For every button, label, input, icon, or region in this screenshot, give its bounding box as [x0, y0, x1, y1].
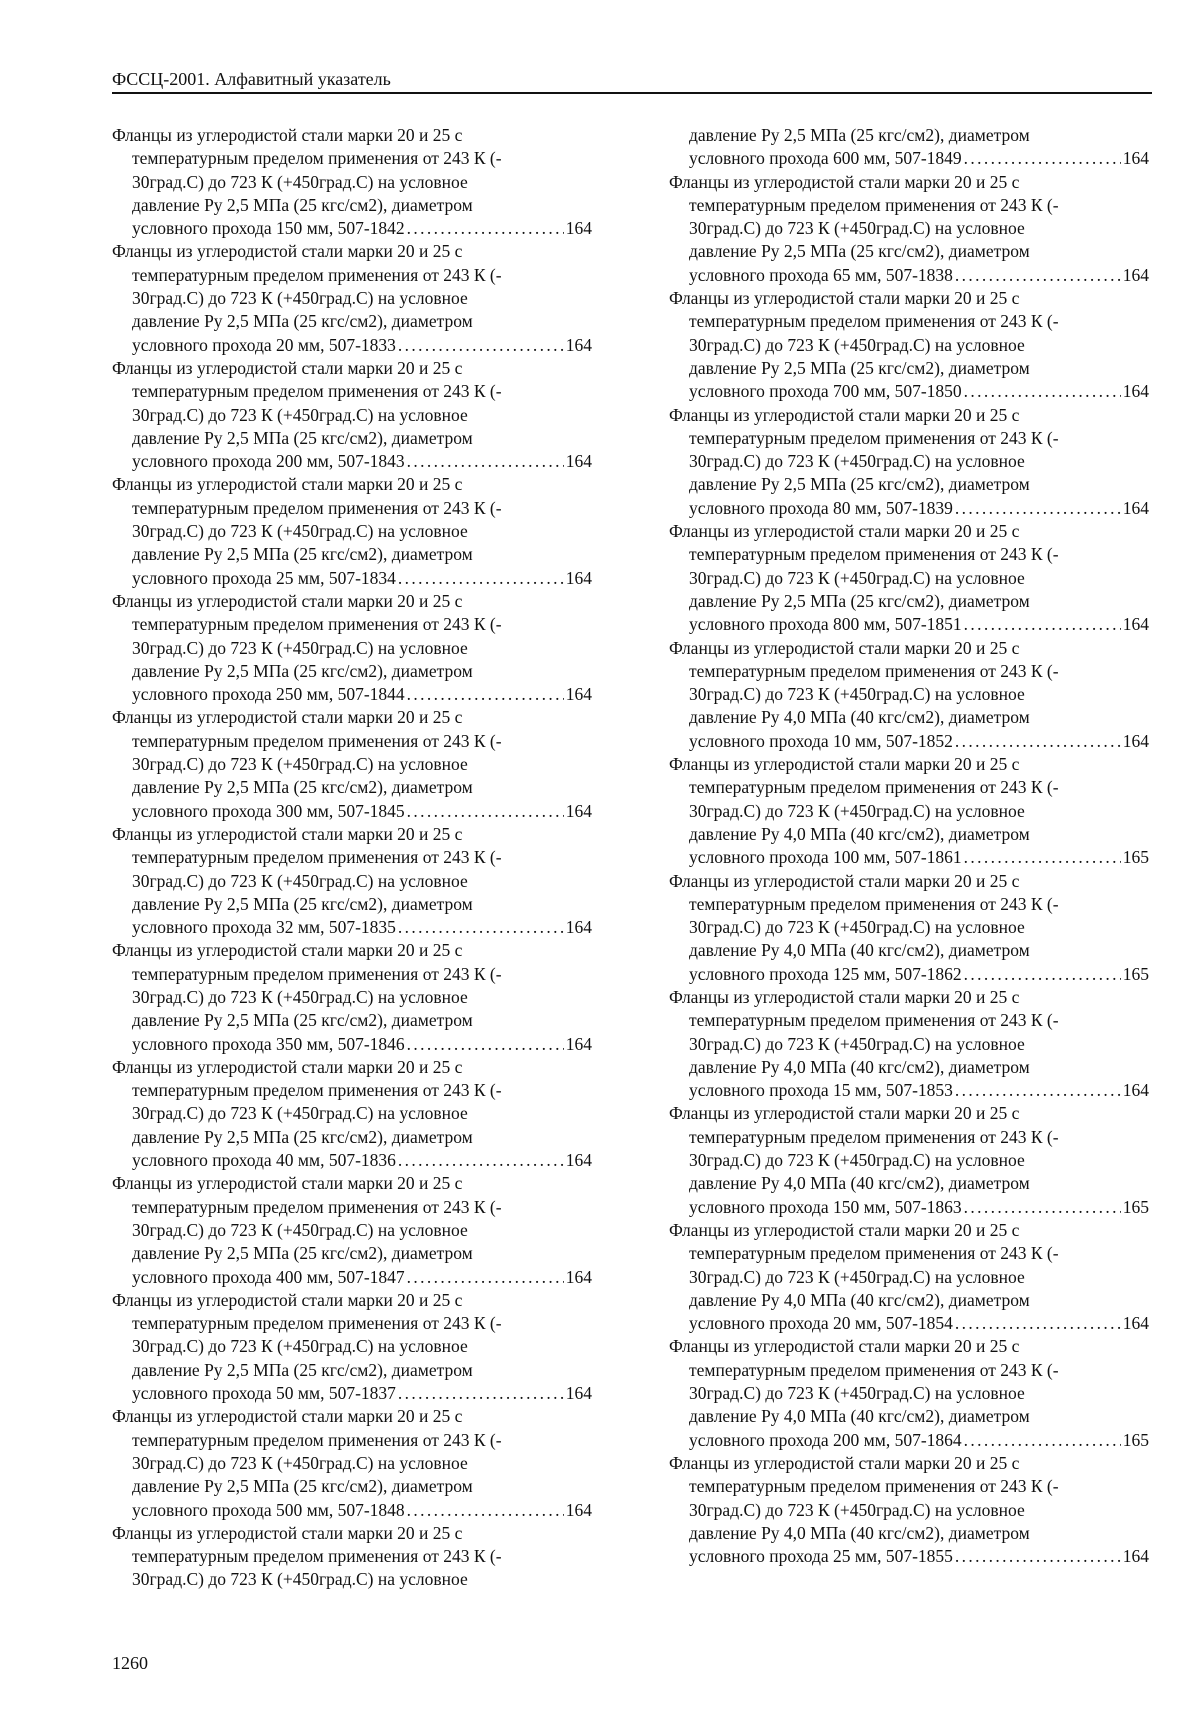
- entry-text-line: 30град.С) до 723 К (+450град.С) на условное: [132, 1103, 468, 1124]
- entry-last-line: [669, 613, 1149, 636]
- entry-text-line: температурным пределом применения от 243 К (-: [132, 614, 502, 635]
- entry-code: условного прохода 80 мм, 507-1839: [689, 497, 953, 518]
- entry-text-line: давление Ру 4,0 МПа (40 кгс/см2), диаметром: [689, 707, 1030, 728]
- entry-text-line: давление Ру 4,0 МПа (40 кгс/см2), диаметром: [689, 1056, 1030, 1077]
- entry-heading-line: Фланцы из углеродистой стали марки 20 и 25 с: [112, 1056, 463, 1077]
- index-entry: [112, 124, 592, 240]
- entry-text-line: температурным пределом применения от 243 К (-: [132, 1429, 502, 1450]
- entry-last-line: [669, 730, 1149, 753]
- entry-page-ref: 164: [1122, 148, 1149, 169]
- entry-last-line: [669, 1429, 1149, 1452]
- entry-last-line: [669, 963, 1149, 986]
- entry-text-line: температурным пределом применения от 243 К (-: [689, 1010, 1059, 1031]
- entry-text-line: 30град.С) до 723 К (+450град.С) на условное: [689, 800, 1025, 821]
- index-entry: [112, 1056, 592, 1172]
- header-title: ФССЦ-2001. Алфавитный указатель: [112, 69, 391, 89]
- index-entry: [669, 1335, 1149, 1451]
- dot-leader: [398, 1149, 564, 1172]
- entry-text-line: температурным пределом применения от 243 К (-: [132, 847, 502, 868]
- entry-heading-line: Фланцы из углеродистой стали марки 20 и 25 с: [112, 823, 463, 844]
- entry-text-line: давление Ру 2,5 МПа (25 кгс/см2), диаметром: [132, 1359, 473, 1380]
- entry-code: условного прохода 20 мм, 507-1854: [689, 1313, 953, 1334]
- entry-heading-line: Фланцы из углеродистой стали марки 20 и 25 с: [669, 1219, 1020, 1240]
- entry-code: условного прохода 20 мм, 507-1833: [132, 334, 396, 355]
- entry-code: условного прохода 350 мм, 507-1846: [132, 1033, 405, 1054]
- entry-page-ref: 164: [1122, 264, 1149, 285]
- entry-page-ref: 164: [565, 800, 592, 821]
- entry-code: условного прохода 200 мм, 507-1843: [132, 451, 405, 472]
- entry-text-line: давление Ру 2,5 МПа (25 кгс/см2), диаметром: [132, 1126, 473, 1147]
- dot-leader: [964, 147, 1121, 170]
- entry-page-ref: 164: [565, 1499, 592, 1520]
- entry-last-line: [112, 1382, 592, 1405]
- entry-text-line: 30град.С) до 723 К (+450град.С) на условное: [689, 1383, 1025, 1404]
- entry-page-ref: 165: [1122, 1196, 1149, 1217]
- entry-text-line: давление Ру 2,5 МПа (25 кгс/см2), диаметром: [132, 1476, 473, 1497]
- entry-code: условного прохода 500 мм, 507-1848: [132, 1499, 405, 1520]
- entry-text-line: температурным пределом применения от 243 К (-: [689, 1243, 1059, 1264]
- index-entry: [669, 287, 1149, 403]
- entry-text-line: температурным пределом применения от 243 К (-: [132, 1313, 502, 1334]
- entry-page-ref: 164: [565, 218, 592, 239]
- entry-code: условного прохода 250 мм, 507-1844: [132, 684, 405, 705]
- entry-last-line: [112, 1149, 592, 1172]
- entry-text-line: температурным пределом применения от 243 К (-: [689, 194, 1059, 215]
- index-entry: [112, 590, 592, 706]
- entry-page-ref: 164: [1122, 730, 1149, 751]
- entry-text-line: 30град.С) до 723 К (+450град.С) на условное: [689, 917, 1025, 938]
- entry-text-line: давление Ру 2,5 МПа (25 кгс/см2), диаметром: [689, 357, 1030, 378]
- dot-leader: [964, 846, 1121, 869]
- entry-text-line: давление Ру 2,5 МПа (25 кгс/см2), диаметром: [689, 474, 1030, 495]
- entry-last-line: [112, 450, 592, 473]
- index-column-right: [669, 124, 1149, 1568]
- dot-leader: [407, 1033, 564, 1056]
- entry-text-line: температурным пределом применения от 243 К (-: [689, 1359, 1059, 1380]
- entry-text-line: давление Ру 2,5 МПа (25 кгс/см2), диаметром: [689, 241, 1030, 262]
- entry-last-line: [112, 800, 592, 823]
- dot-leader: [398, 334, 564, 357]
- entry-text-line: температурным пределом применения от 243 К (-: [132, 381, 502, 402]
- entry-code: условного прохода 700 мм, 507-1850: [689, 381, 962, 402]
- entry-page-ref: 164: [565, 451, 592, 472]
- entry-text-line: 30град.С) до 723 К (+450град.С) на условное: [132, 986, 468, 1007]
- index-entry: [669, 520, 1149, 636]
- entry-text-line: температурным пределом применения от 243 К (-: [132, 497, 502, 518]
- entry-text-line: 30град.С) до 723 К (+450град.С) на условное: [132, 637, 468, 658]
- entry-code: условного прохода 125 мм, 507-1862: [689, 963, 962, 984]
- entry-text-line: давление Ру 2,5 МПа (25 кгс/см2), диаметром: [689, 590, 1030, 611]
- entry-text-line: температурным пределом применения от 243 К (-: [689, 1126, 1059, 1147]
- entry-text-line: давление Ру 2,5 МПа (25 кгс/см2), диаметром: [132, 660, 473, 681]
- entry-code: условного прохода 40 мм, 507-1836: [132, 1150, 396, 1171]
- entry-heading-line: Фланцы из углеродистой стали марки 20 и 25 с: [112, 1289, 463, 1310]
- entry-text-line: давление Ру 2,5 МПа (25 кгс/см2), диаметром: [132, 544, 473, 565]
- dot-leader: [955, 1545, 1121, 1568]
- index-entry: [669, 1102, 1149, 1218]
- entry-last-line: [669, 1312, 1149, 1335]
- entry-heading-line: Фланцы из углеродистой стали марки 20 и 25 с: [669, 404, 1020, 425]
- index-entry: [112, 1522, 592, 1592]
- entry-heading-line: Фланцы из углеродистой стали марки 20 и 25 с: [112, 357, 463, 378]
- entry-page-ref: 165: [1122, 963, 1149, 984]
- entry-code: условного прохода 50 мм, 507-1837: [132, 1383, 396, 1404]
- entry-last-line: [112, 683, 592, 706]
- entry-text-line: 30град.С) до 723 К (+450град.С) на условное: [132, 754, 468, 775]
- entry-text-line: давление Ру 2,5 МПа (25 кгс/см2), диаметром: [132, 777, 473, 798]
- entry-last-line: [112, 567, 592, 590]
- entry-code: условного прохода 600 мм, 507-1849: [689, 148, 962, 169]
- dot-leader: [398, 916, 564, 939]
- index-entry: [112, 473, 592, 589]
- entry-code: условного прохода 25 мм, 507-1855: [689, 1546, 953, 1567]
- entry-text-line: давление Ру 4,0 МПа (40 кгс/см2), диаметром: [689, 940, 1030, 961]
- entry-heading-line: Фланцы из углеродистой стали марки 20 и 25 с: [112, 1522, 463, 1543]
- entry-text-line: давление Ру 2,5 МПа (25 кгс/см2), диаметром: [132, 1010, 473, 1031]
- entry-text-line: 30град.С) до 723 К (+450град.С) на условное: [132, 171, 468, 192]
- page-number: 1260: [112, 1653, 148, 1673]
- entry-page-ref: 164: [565, 1383, 592, 1404]
- dot-leader: [964, 613, 1121, 636]
- entry-text-line: температурным пределом применения от 243 К (-: [132, 1546, 502, 1567]
- index-entry: [669, 637, 1149, 753]
- index-entry: [112, 1405, 592, 1521]
- entry-text-line: 30град.С) до 723 К (+450град.С) на условное: [132, 1569, 468, 1590]
- entry-code: условного прохода 32 мм, 507-1835: [132, 917, 396, 938]
- dot-leader: [955, 264, 1121, 287]
- entry-heading-line: Фланцы из углеродистой стали марки 20 и 25 с: [112, 940, 463, 961]
- entry-code: условного прохода 65 мм, 507-1838: [689, 264, 953, 285]
- entry-heading-line: Фланцы из углеродистой стали марки 20 и 25 с: [669, 288, 1020, 309]
- entry-text-line: 30град.С) до 723 К (+450град.С) на условное: [689, 1150, 1025, 1171]
- entry-page-ref: 165: [1122, 1429, 1149, 1450]
- dot-leader: [407, 217, 564, 240]
- entry-text-line: давление Ру 4,0 МПа (40 кгс/см2), диаметром: [689, 1289, 1030, 1310]
- entry-text-line: температурным пределом применения от 243 К (-: [689, 893, 1059, 914]
- index-entry: [112, 939, 592, 1055]
- entry-heading-line: Фланцы из углеродистой стали марки 20 и 25 с: [669, 870, 1020, 891]
- index-entry: [112, 240, 592, 356]
- entry-last-line: [112, 916, 592, 939]
- entry-heading-line: Фланцы из углеродистой стали марки 20 и 25 с: [112, 707, 463, 728]
- entry-heading-line: Фланцы из углеродистой стали марки 20 и 25 с: [112, 125, 463, 145]
- index-entry: [669, 171, 1149, 287]
- dot-leader: [964, 1196, 1121, 1219]
- entry-code: условного прохода 15 мм, 507-1853: [689, 1080, 953, 1101]
- entry-last-line: [669, 1545, 1149, 1568]
- dot-leader: [398, 567, 564, 590]
- index-entry: [669, 1219, 1149, 1335]
- entry-text-line: температурным пределом применения от 243 К (-: [132, 730, 502, 751]
- entry-code: условного прохода 800 мм, 507-1851: [689, 614, 962, 635]
- dot-leader: [964, 1429, 1121, 1452]
- index-entry: [112, 823, 592, 939]
- entry-last-line: [669, 380, 1149, 403]
- entry-code: условного прохода 300 мм, 507-1845: [132, 800, 405, 821]
- entry-text-line: давление Ру 4,0 МПа (40 кгс/см2), диаметром: [689, 823, 1030, 844]
- entry-last-line: [112, 217, 592, 240]
- entry-heading-line: Фланцы из углеродистой стали марки 20 и 25 с: [112, 474, 463, 495]
- dot-leader: [955, 730, 1121, 753]
- index-entry: [112, 706, 592, 822]
- entry-text-line: 30град.С) до 723 К (+450град.С) на условное: [132, 870, 468, 891]
- index-entry: [669, 753, 1149, 869]
- dot-leader: [955, 1312, 1121, 1335]
- entry-text-line: 30град.С) до 723 К (+450град.С) на условное: [689, 1266, 1025, 1287]
- entry-text-line: давление Ру 2,5 МПа (25 кгс/см2), диаметром: [132, 194, 473, 215]
- index-entry: [669, 1452, 1149, 1568]
- entry-text-line: давление Ру 2,5 МПа (25 кгс/см2), диаметром: [132, 427, 473, 448]
- entry-text-line: давление Ру 2,5 МПа (25 кгс/см2), диаметром: [132, 311, 473, 332]
- index-entry: [669, 870, 1149, 986]
- dot-leader: [398, 1382, 564, 1405]
- entry-text-line: 30град.С) до 723 К (+450град.С) на условное: [132, 404, 468, 425]
- dot-leader: [407, 450, 564, 473]
- entry-text-line: температурным пределом применения от 243 К (-: [132, 148, 502, 169]
- entry-text-line: температурным пределом применения от 243 К (-: [132, 1196, 502, 1217]
- entry-text-line: температурным пределом применения от 243 К (-: [132, 264, 502, 285]
- entry-text-line: 30град.С) до 723 К (+450град.С) на условное: [132, 1452, 468, 1473]
- entry-page-ref: 164: [565, 334, 592, 355]
- entry-heading-line: Фланцы из углеродистой стали марки 20 и 25 с: [112, 1406, 463, 1427]
- entry-heading-line: Фланцы из углеродистой стали марки 20 и 25 с: [112, 241, 463, 262]
- entry-text-line: 30град.С) до 723 К (+450град.С) на условное: [132, 1219, 468, 1240]
- entry-text-line: 30град.С) до 723 К (+450град.С) на условное: [132, 1336, 468, 1357]
- index-entry: [669, 986, 1149, 1102]
- entry-text-line: 30град.С) до 723 К (+450град.С) на условное: [132, 288, 468, 309]
- entry-heading-line: Фланцы из углеродистой стали марки 20 и 25 с: [669, 1336, 1020, 1357]
- entry-code: условного прохода 400 мм, 507-1847: [132, 1266, 405, 1287]
- entry-last-line: [669, 1079, 1149, 1102]
- entry-page-ref: 164: [1122, 1546, 1149, 1567]
- entry-page-ref: 164: [565, 917, 592, 938]
- entry-text-line: температурным пределом применения от 243 К (-: [132, 1080, 502, 1101]
- entry-text-line: 30град.С) до 723 К (+450град.С) на условное: [689, 334, 1025, 355]
- entry-page-ref: 164: [565, 1033, 592, 1054]
- entry-heading-line: Фланцы из углеродистой стали марки 20 и 25 с: [669, 1103, 1020, 1124]
- entry-heading-line: Фланцы из углеродистой стали марки 20 и 25 с: [669, 1452, 1020, 1473]
- dot-leader: [407, 1499, 564, 1522]
- entry-text-line: давление Ру 2,5 МПа (25 кгс/см2), диаметром: [132, 1243, 473, 1264]
- dot-leader: [955, 497, 1121, 520]
- index-entry: [112, 1289, 592, 1405]
- entry-code: условного прохода 100 мм, 507-1861: [689, 847, 962, 868]
- entry-text-line: 30град.С) до 723 К (+450град.С) на условное: [689, 1033, 1025, 1054]
- entry-last-line: [669, 846, 1149, 869]
- entry-heading-line: Фланцы из углеродистой стали марки 20 и 25 с: [669, 637, 1020, 658]
- entry-page-ref: 164: [1122, 1080, 1149, 1101]
- entry-heading-line: Фланцы из углеродистой стали марки 20 и 25 с: [669, 986, 1020, 1007]
- entry-last-line: [112, 1499, 592, 1522]
- entry-page-ref: 164: [1122, 381, 1149, 402]
- entry-text-line: температурным пределом применения от 243 К (-: [689, 660, 1059, 681]
- entry-code: условного прохода 200 мм, 507-1864: [689, 1429, 962, 1450]
- entry-last-line: [112, 334, 592, 357]
- index-entry: [669, 124, 1149, 171]
- dot-leader: [955, 1079, 1121, 1102]
- entry-text-line: температурным пределом применения от 243 К (-: [689, 1476, 1059, 1497]
- entry-heading-line: Фланцы из углеродистой стали марки 20 и 25 с: [669, 754, 1020, 775]
- entry-text-line: 30град.С) до 723 К (+450град.С) на условное: [689, 451, 1025, 472]
- entry-text-line: температурным пределом применения от 243 К (-: [689, 427, 1059, 448]
- entry-text-line: температурным пределом применения от 243 К (-: [132, 963, 502, 984]
- entry-last-line: [669, 497, 1149, 520]
- entry-code: условного прохода 150 мм, 507-1842: [132, 218, 405, 239]
- entry-last-line: [112, 1266, 592, 1289]
- index-entry: [112, 1172, 592, 1288]
- entry-text-line: давление Ру 2,5 МПа (25 кгс/см2), диаметром: [689, 125, 1030, 145]
- index-entry: [669, 404, 1149, 520]
- entry-page-ref: 164: [565, 684, 592, 705]
- entry-heading-line: Фланцы из углеродистой стали марки 20 и 25 с: [112, 590, 463, 611]
- entry-text-line: 30град.С) до 723 К (+450град.С) на условное: [132, 521, 468, 542]
- entry-heading-line: Фланцы из углеродистой стали марки 20 и 25 с: [669, 171, 1020, 192]
- entry-last-line: [669, 147, 1149, 170]
- running-header: [112, 68, 1152, 94]
- entry-text-line: давление Ру 4,0 МПа (40 кгс/см2), диаметром: [689, 1522, 1030, 1543]
- dot-leader: [407, 800, 564, 823]
- entry-text-line: 30град.С) до 723 К (+450град.С) на условное: [689, 1499, 1025, 1520]
- entry-page-ref: 164: [1122, 497, 1149, 518]
- entry-last-line: [112, 1033, 592, 1056]
- index-column-left: [112, 124, 592, 1592]
- entry-text-line: температурным пределом применения от 243 К (-: [689, 544, 1059, 565]
- entry-code: условного прохода 25 мм, 507-1834: [132, 567, 396, 588]
- entry-last-line: [669, 264, 1149, 287]
- entry-text-line: температурным пределом применения от 243 К (-: [689, 311, 1059, 332]
- entry-page-ref: 164: [565, 567, 592, 588]
- entry-text-line: 30град.С) до 723 К (+450град.С) на условное: [689, 684, 1025, 705]
- entry-page-ref: 164: [1122, 614, 1149, 635]
- dot-leader: [407, 1266, 564, 1289]
- dot-leader: [407, 683, 564, 706]
- entry-last-line: [669, 1196, 1149, 1219]
- entry-text-line: температурным пределом применения от 243 К (-: [689, 777, 1059, 798]
- entry-page-ref: 164: [565, 1150, 592, 1171]
- entry-text-line: 30град.С) до 723 К (+450град.С) на условное: [689, 218, 1025, 239]
- entry-text-line: давление Ру 4,0 МПа (40 кгс/см2), диаметром: [689, 1173, 1030, 1194]
- entry-code: условного прохода 150 мм, 507-1863: [689, 1196, 962, 1217]
- entry-text-line: 30град.С) до 723 К (+450град.С) на условное: [689, 567, 1025, 588]
- dot-leader: [964, 963, 1121, 986]
- entry-code: условного прохода 10 мм, 507-1852: [689, 730, 953, 751]
- entry-text-line: давление Ру 2,5 МПа (25 кгс/см2), диаметром: [132, 893, 473, 914]
- entry-heading-line: Фланцы из углеродистой стали марки 20 и 25 с: [669, 521, 1020, 542]
- entry-heading-line: Фланцы из углеродистой стали марки 20 и 25 с: [112, 1173, 463, 1194]
- entry-page-ref: 164: [565, 1266, 592, 1287]
- index-entry: [112, 357, 592, 473]
- entry-page-ref: 164: [1122, 1313, 1149, 1334]
- entry-page-ref: 165: [1122, 847, 1149, 868]
- dot-leader: [964, 380, 1121, 403]
- entry-text-line: давление Ру 4,0 МПа (40 кгс/см2), диаметром: [689, 1406, 1030, 1427]
